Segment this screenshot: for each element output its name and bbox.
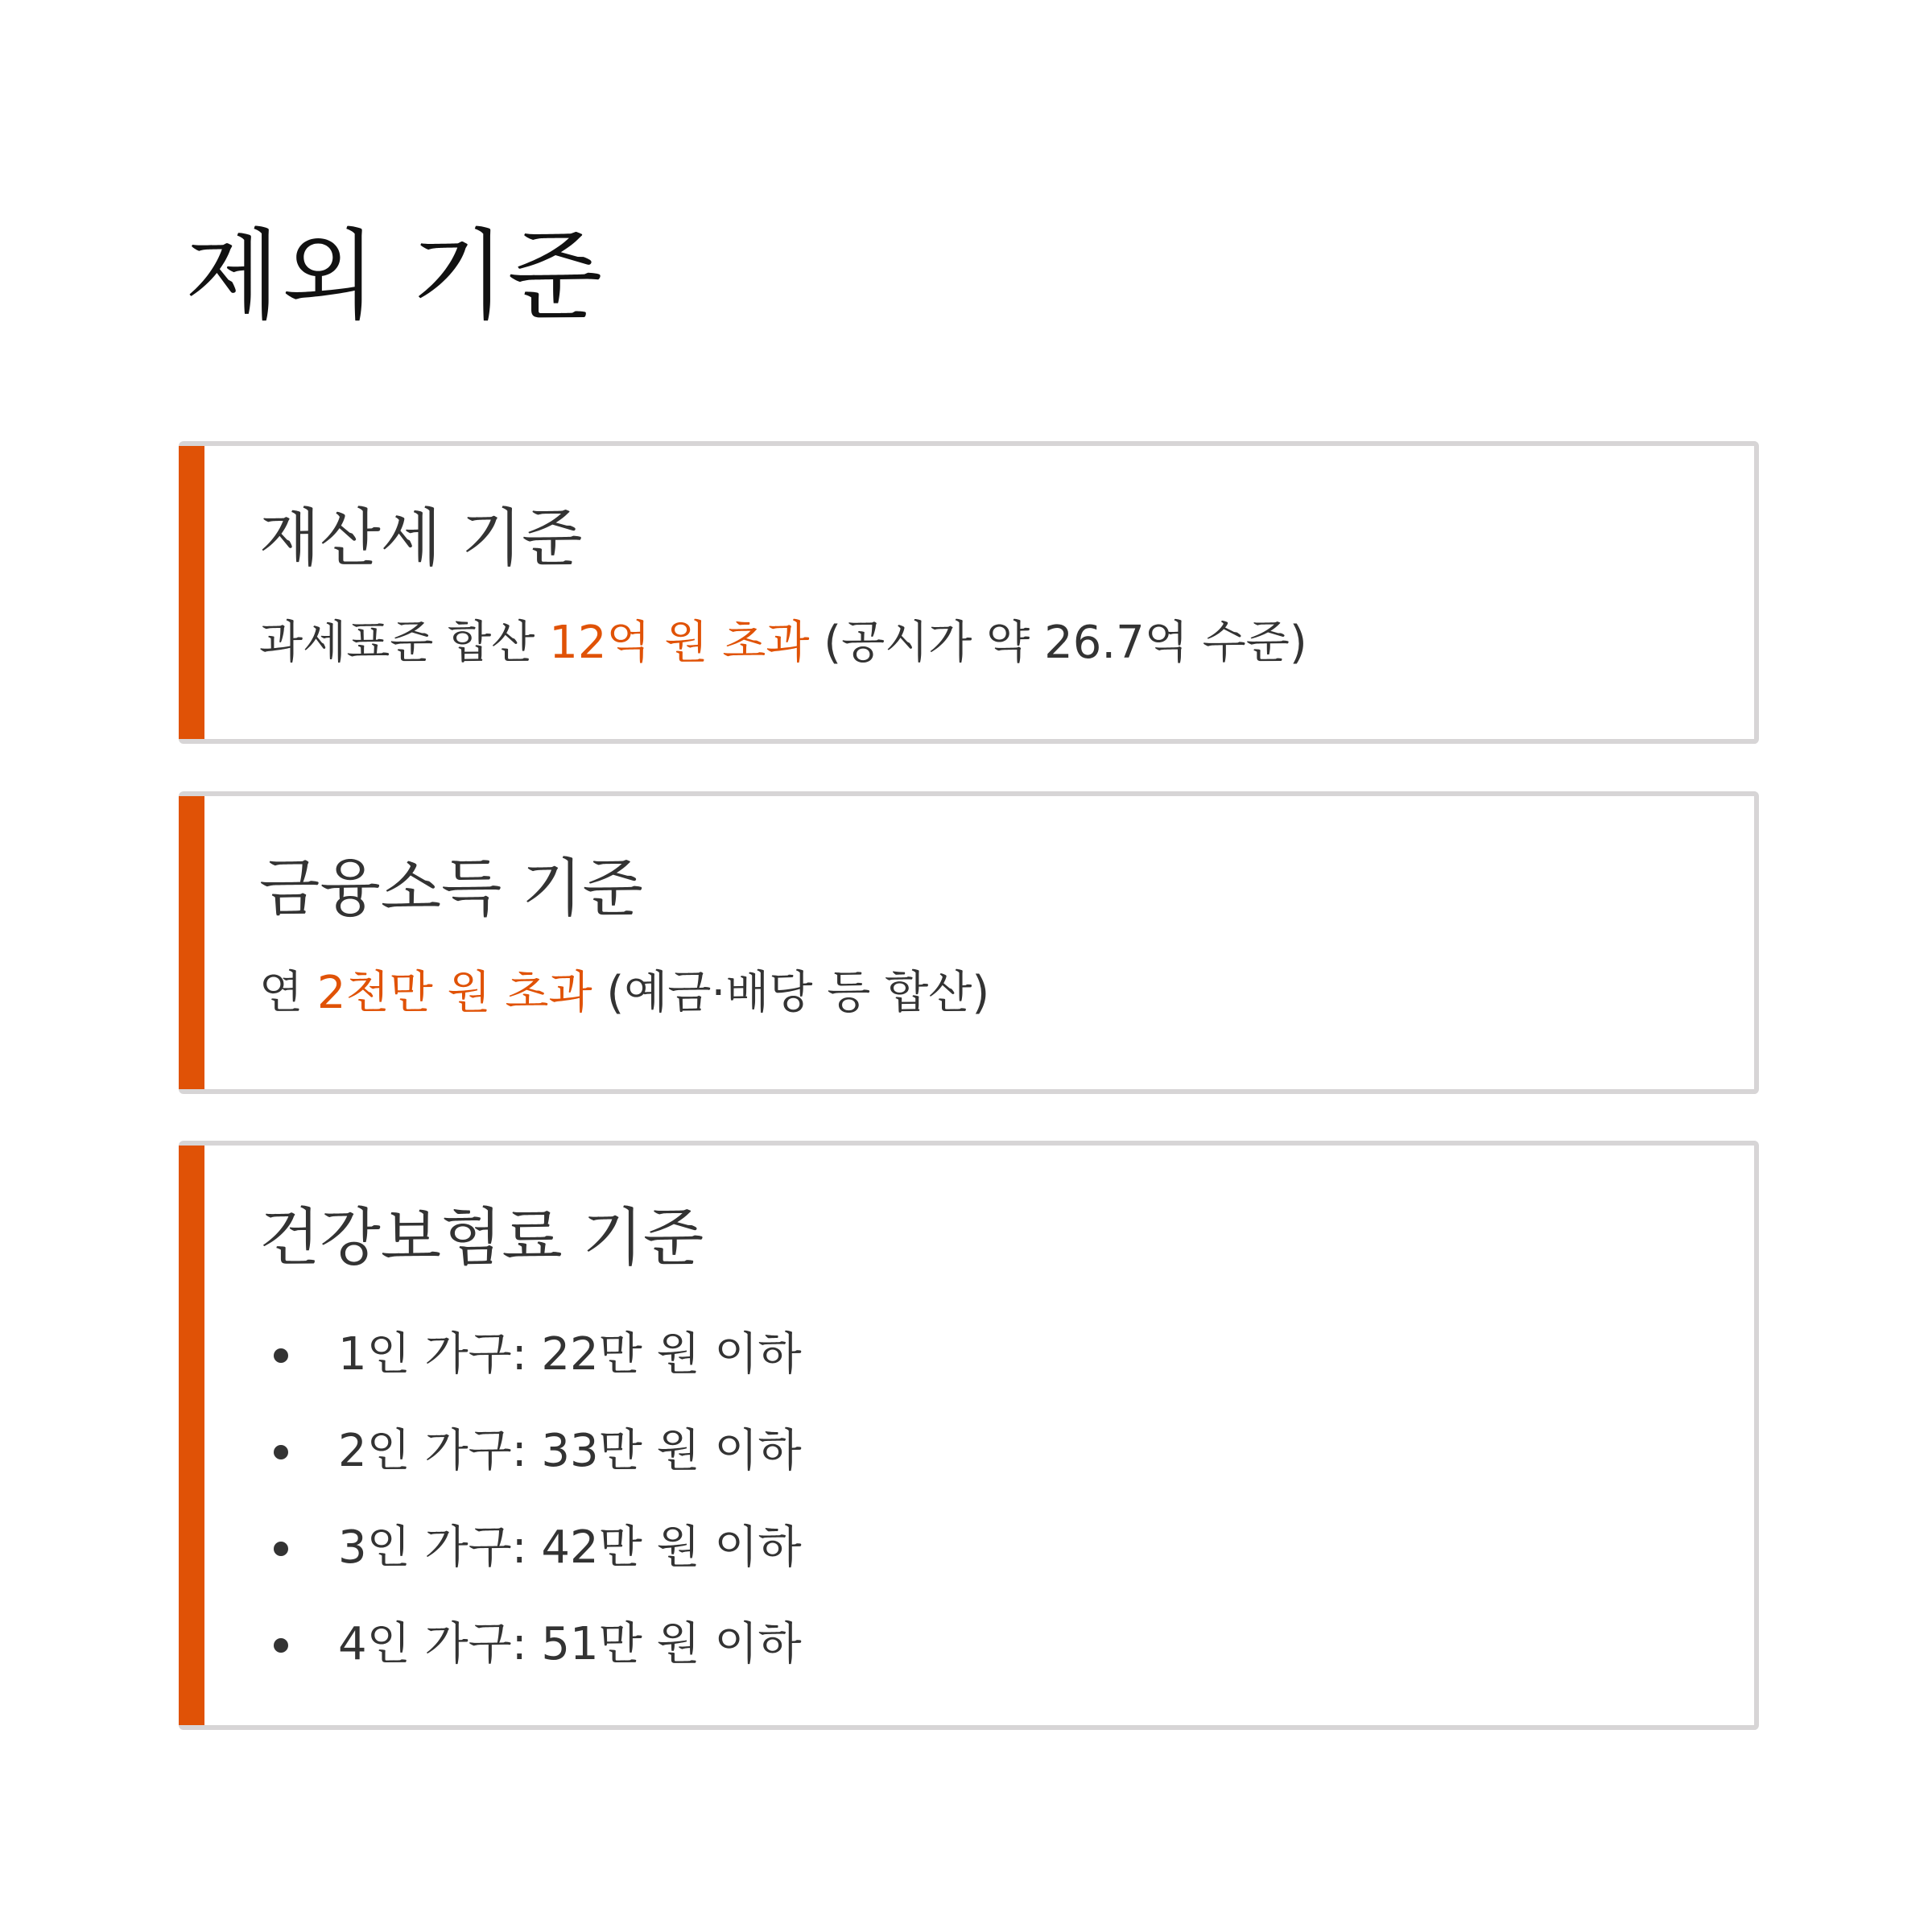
highlight-amount: 2천만 원 초과 <box>316 967 592 1019</box>
health-insurance-criteria-card <box>179 1141 1759 1730</box>
financial-income-criteria-card <box>179 791 1759 1094</box>
list-item-text: 1인 가구: 22만 원 이하 <box>338 1328 802 1381</box>
highlight-amount: 12억 원 초과 <box>549 617 810 669</box>
bullet-icon <box>274 1348 288 1363</box>
bullet-icon <box>274 1445 288 1459</box>
description-text: 과세표준 합산 <box>259 617 550 669</box>
page-title: 제외 기준 <box>185 219 605 333</box>
card-description <box>259 611 1307 675</box>
list-item-text: 2인 가구: 33만 원 이하 <box>338 1425 802 1477</box>
card-title: 금융소득 기준 <box>259 852 643 925</box>
card-title: 재산세 기준 <box>259 502 583 575</box>
bullet-icon <box>274 1542 288 1556</box>
bullet-icon <box>274 1638 288 1653</box>
card-description <box>259 961 989 1026</box>
property-tax-criteria-card <box>179 441 1759 744</box>
description-note: (예금·배당 등 합산) <box>592 967 990 1019</box>
list-item-text: 4인 가구: 51만 원 이하 <box>338 1618 802 1670</box>
list-item-text: 3인 가구: 42만 원 이하 <box>338 1521 802 1574</box>
description-note: (공시가 약 26.7억 수준) <box>809 617 1307 669</box>
card-title: 건강보험료 기준 <box>259 1202 704 1274</box>
description-text: 연 <box>259 967 317 1019</box>
